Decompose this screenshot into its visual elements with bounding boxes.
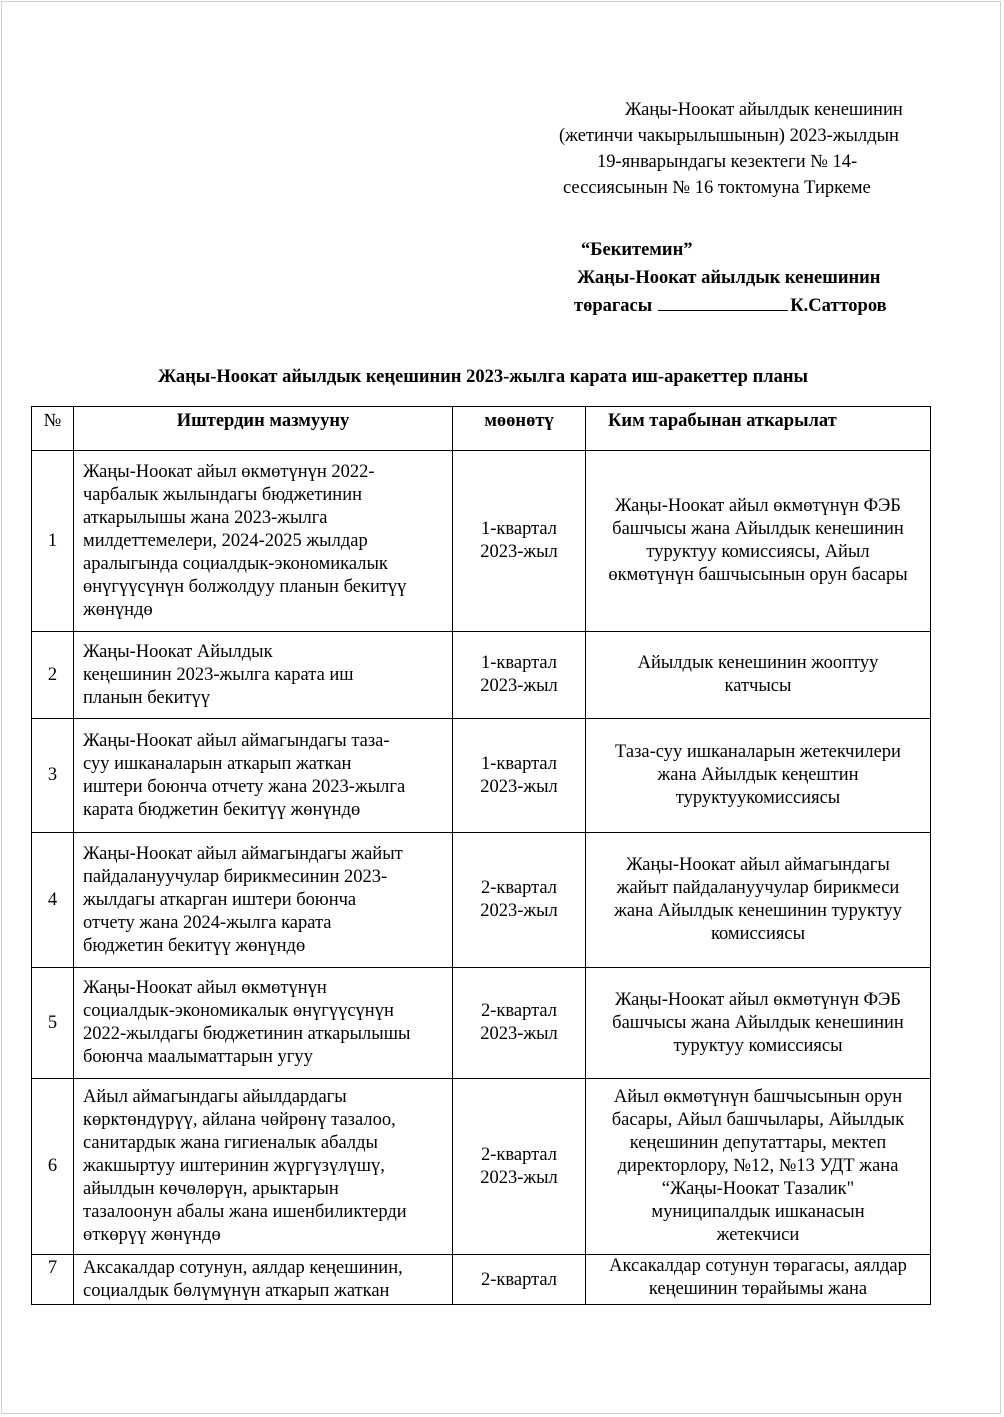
row-content: Жаңы-Ноокат айыл өкмөтүнүн 2022- чарбалык жылындагы бюджетинин аткарылышы жана 2023-жылга милдеттемелери, 2024-2025 жылдар аралыгында социалдык-экономикалык өнүгүүсүнүн болжолдуу планын бекитүү жөнүндө (74, 451, 453, 632)
row-content: Жаңы-Ноокат Айылдык кеңешинин 2023-жылга карата иш планын бекитүү (74, 632, 453, 719)
attachment-line-1: Жаңы-Ноокат айылдык кенешинин (625, 100, 903, 120)
row-responsible: Таза-суу ишканаларын жетекчилери жана Айылдык кеңештин туруктуукомиссиясы (586, 719, 931, 833)
row-content: Айыл аймагындагы айылдардагы көрктөндүрүү, айлана чөйрөнү тазалоо, санитардык жана гигиеналык абалды жакшыртуу иштеринин жүргүзүлүшү, айылдын көчөлөрүн, арыктарын тазалоонун абалы жана ишенбиликтерди өткөрүү жөнүндө (74, 1079, 453, 1255)
approval-signature-line (574, 292, 954, 320)
row-period: 2-квартал 2023-жыл (453, 968, 586, 1079)
row-responsible: Жаңы-Ноокат айыл өкмөтүнүн ФЭБ башчысы жана Айылдык кенешинин туруктуу комиссиясы, Айыл өкмөтүнүн башчысынын орун басары (586, 451, 931, 632)
row-period: 2-квартал (453, 1255, 586, 1305)
row-content: Жаңы-Ноокат айыл аймагындагы таза- суу ишканаларын аткарып жаткан иштери боюнча отчету жана 2023-жылга карата бюджетин бекитүү жөнүндө (74, 719, 453, 833)
row-responsible: Аксакалдар сотунун төрагасы, аялдар кеңешинин төрайымы жана (586, 1255, 931, 1305)
row-content: Жаңы-Ноокат айыл аймагындагы жайыт пайдалануучулар бирикмесинин 2023- жылдагы аткарган иштери боюнча отчету жана 2024-жылга карата бюджетин бекитүү жөнүндө (74, 833, 453, 968)
row-responsible: Жаңы-Ноокат айыл аймагындагы жайыт пайдалануучулар бирикмеси жана Айылдык кенешинин туруктуу комиссиясы (586, 833, 931, 968)
table-row (32, 968, 931, 1079)
row-num: 5 (32, 968, 74, 1079)
attachment-line-4: сессиясынын № 16 токтомуна Тиркеме (563, 178, 871, 198)
table-row (32, 451, 931, 632)
approval-role: төрагасы (574, 296, 653, 316)
table-row (32, 1255, 931, 1305)
plan-table (31, 406, 931, 1305)
attachment-note (540, 97, 940, 201)
approval-block (574, 236, 954, 320)
approval-name: К.Сатторов (790, 296, 887, 316)
table-header-row (32, 407, 931, 451)
attachment-line-3: 19-январындагы кезектеги № 14- (597, 152, 858, 172)
attachment-line-2: (жетинчи чакырылышынын) 2023-жылдын (559, 126, 899, 146)
row-num: 6 (32, 1079, 74, 1255)
header-num: № (32, 407, 74, 451)
row-num: 1 (32, 451, 74, 632)
approval-stamp: “Бекитемин” (581, 240, 693, 260)
approval-organization: Жаңы-Ноокат айылдык кенешинин (577, 268, 881, 288)
row-num: 4 (32, 833, 74, 968)
header-period: мөөнөтү (453, 407, 586, 451)
row-period: 2-квартал 2023-жыл (453, 1079, 586, 1255)
document-title: Жаңы-Ноокат айылдык кеңешинин 2023-жылга карата иш-аракеттер планы (158, 367, 808, 387)
row-period: 1-квартал 2023-жыл (453, 632, 586, 719)
row-num: 7 (32, 1255, 74, 1305)
row-content: Аксакалдар сотунун, аялдар кеңешинин, социалдык бөлүмүнүн аткарып жаткан (74, 1255, 453, 1305)
header-responsible: Ким тарабынан аткарылат (586, 407, 931, 451)
signature-underline (658, 294, 788, 311)
table-row (32, 1079, 931, 1255)
row-responsible: Жаңы-Ноокат айыл өкмөтүнүн ФЭБ башчысы жана Айылдык кенешинин туруктуу комиссиясы (586, 968, 931, 1079)
row-responsible: Айыл өкмөтүнүн башчысынын орун басары, Айыл башчылары, Айылдык кеңешинин депутаттары, мектеп директорлору, №12, №13 УДТ жана “Жаңы-Ноокат Тазалик" муниципалдык ишканасын жетекчиси (586, 1079, 931, 1255)
row-num: 2 (32, 632, 74, 719)
row-period: 1-квартал 2023-жыл (453, 451, 586, 632)
row-num: 3 (32, 719, 74, 833)
row-content: Жаңы-Ноокат айыл өкмөтүнүн социалдык-экономикалык өнүгүүсүнүн 2022-жылдагы бюджетинин аткарылышы боюнча маалыматтарын угуу (74, 968, 453, 1079)
row-period: 1-квартал 2023-жыл (453, 719, 586, 833)
table-row (32, 833, 931, 968)
row-responsible: Айылдык кенешинин жооптуу катчысы (586, 632, 931, 719)
table-row (32, 719, 931, 833)
row-period: 2-квартал 2023-жыл (453, 833, 586, 968)
table-row (32, 632, 931, 719)
header-content: Иштердин мазмууну (74, 407, 453, 451)
